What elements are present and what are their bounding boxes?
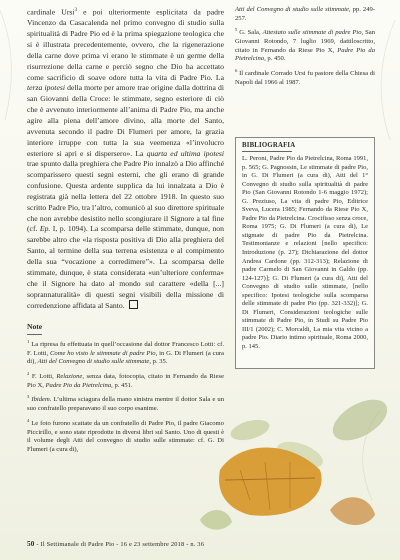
bibliography-box [235,137,375,369]
notes-heading: Note [27,322,42,335]
end-of-article-icon [129,300,138,309]
note-item: $^3$ Ibidem. L’ultima sciagura della mano sinistra mentre il dottor Sala e un suo confratello preparavano il suo corpo esanime. [27,394,224,413]
epistolario-ref: Ep. [39,224,51,234]
article-text-4: I, p. 1094). La scomparsa delle stimmate, dunque, non sarebbe altro che «la risposta positiva di Dio alla preghiera del Santo, al termine della sua terrena esistenza e al compimento della sua “vocazione a corredimere”». La scomparsa delle stimmate, dunque, è stata considerata «un’ulteriore conferma» che il Signore ha dato al mondo sul carattere «della [...] soprannaturalità» di questi segni visibili della missione di corredenzione affidata al Santo. [27,224,224,311]
article-body [27,6,224,312]
article-text-3: trae spunto dalla preghiera che Padre Pio innalzò a Dio affinché scomparissero questi segni esterni, che gli erano di grande confusione. Questa ardente supplica da lui innalzata a Dio è registrata già nella lettera del 22 ottobre 1918. In questo suo scritto Padre Pio, tra l’altro, comunicò al suo direttore spirituale che non avrebbe desistito nello scongiurare il Signore a tal fine (cf. [27,159,224,234]
main-article-column [27,6,224,454]
note-item: $^4$ Le foto furono scattate da un confratello di Padre Pio, il padre Giacomo Piccirillo, e sono state riprodotte in diversi libri sul Santo. Uno di questi è il volume degli Atti del convegno di studio sulle stimmate: cf. G. Di Flumeri (a cura di), [27,417,224,453]
article-text-2: della morte per amore trae origine dalla dottrina di san Giovanni della Croce: le stimmate, segno esteriore di ciò che è avvenuto interiormente all’anima di Padre Pio, ma anche agire alla piena dell’amore divino, alla morte del Santo, avvenuta secondo il padre Di Flumeri per amore, la grazia interiore irruppe con tutta la sua veemenza «l’involucro esteriore si aprì e si dispersero». La [27,83,224,158]
footnote-ref: 3 [74,8,78,13]
footer-publication: - Il Settimanale di Padre Pio - 16 e 23 settembre 2018 - n. 36 [36,541,205,548]
note-item: $^5$ G. Sala, Attestato sulle stimmate di padre Pio, San Giovanni Rotondo, 7 luglio 1969, dattiloscritto, citato in Fernando da Riese Pio X, Padre Pio da Pietrelcina, p. 450. [235,27,376,63]
bibliography-text: L. Peroni, Padre Pio da Pietrelcina, Roma 1991, p. 565; G. Pagnossin, Le stimmate di padre Pio, in G. Di Flumeri (a cura di), Atti del 1° Convegno di studio sulla spiritualità di padre Pio (San Giovanni Rotondo 1-6 maggio 1972); G. Preziuso, La vita di padre Pio, Editrice Sveva, Lucera 1985; Fernando da Riese Pio X, Padre Pio da Pietrelcina. Crocifisso senza croce, Roma 1975; G. Di Flumeri (a cura di), Le stigmate di padre Pio da Pietrelcina. Testimonianze e relazioni [nello specifico: Introduzione (p. 27); Dichiarazione del dottor Andrea Cardone (pp. 312-313); Relazione di padre Carmelo di San Giovanni in Galdo (pp. 124-127)]; G. Di Flumeri (a cura di), Atti del Convegno di studio sulle stimmate, [nello specifico: Ipotesi teologiche sulla scomparsa delle stimmate di padre Pio (pp. 321-332)]; G. Di Flumeri, Considerazioni teologiche sulle stimmate di Padre Pio, in Studi su Padre Pio III/1 (2002); C. Morcaldi, La mia vita vicino a padre Pio. Diario intimo spirituale, Roma 2000, p. 145. [242,155,368,351]
article-emphasis-quarta: quarta ed ultima ipotesi [146,148,224,158]
article-emphasis-terza: terza ipotesi [27,83,65,93]
bibliography-title: BIBLIOGRAFIA [242,142,296,149]
page-number: 50 [27,540,35,548]
note-item: Atti del Convegno di studio sulle stimmate, pp. 249-257. [235,6,375,22]
article-intro: cardinale Ursi [27,7,75,17]
bibliography-divider [242,151,292,152]
note-item: $^1$ La ripresa fu effettuata in quell’occasione dal dottor Francesco Lotti: cf. F. Lotti, Come ho visto le stimmate di padre Pio, in G. Di Flumeri (a cura di), Atti del Convegno di studio sulle stimmate, p. 35. [27,339,224,366]
note-item: $^2$ F. Lotti, Relazione, senza data, fotocopia, citato in Fernando da Riese Pio X, Padre Pio da Pietrelcina, p. 451. [27,371,224,389]
page-footer [27,540,377,548]
note-item: $^6$ Il cardinale Corrado Ursi fu pastore della Chiesa di Napoli dal 1966 al 1987. [235,67,375,86]
notes-continuation-column [235,6,375,87]
article-text-1: e poi ulteriormente esplicitata da padre Vincenzo da Casacalenda nel primo convegno di studio sulla spiritualità di Padre Pio ed è la prima spiegazione teologica che si è illustrata precedentemente, ovvero, che la rigenerazione della carne dove prima vi erano le stimmate è un germe della risurrezione della carne e perciò segno che Dio ha accettato come sacrificio di soave odore tutta la vita di Padre Pio. La [27,7,224,82]
